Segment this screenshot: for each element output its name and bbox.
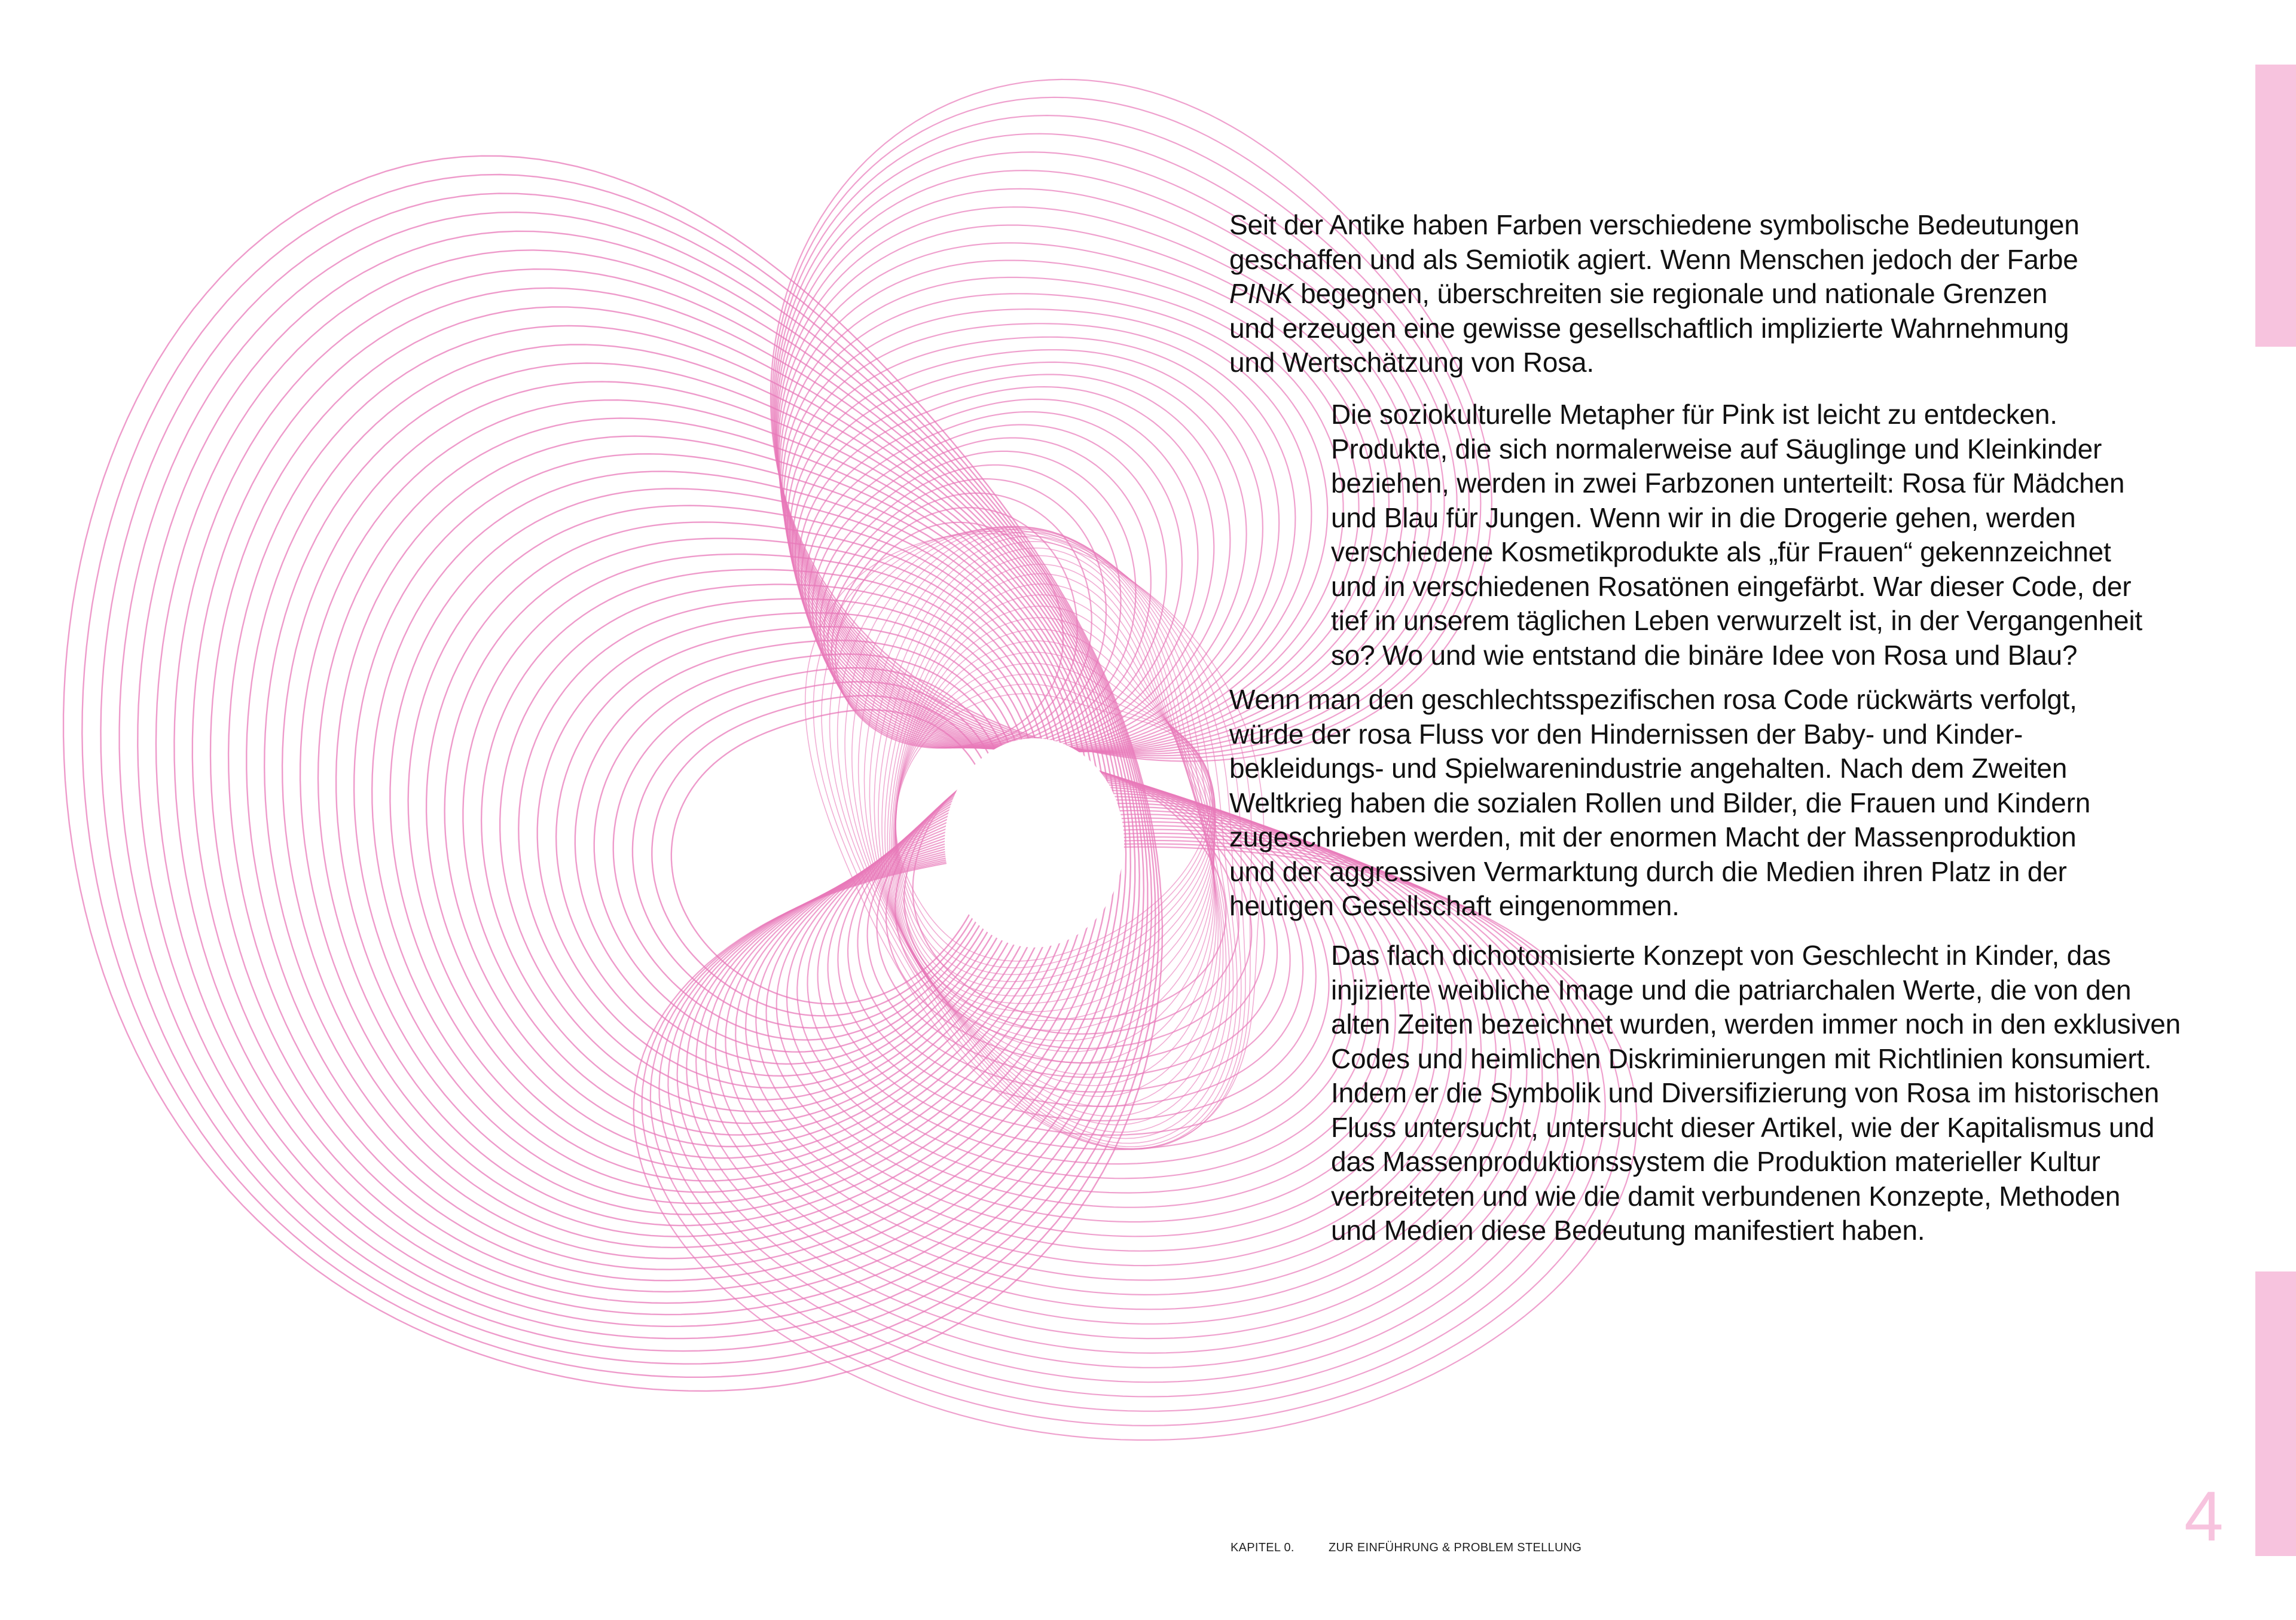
emphasis-pink: PINK — [1229, 278, 1293, 309]
text-line: und Medien diese Bedeutung manifestiert haben. — [1331, 1215, 1925, 1246]
text-line: beziehen, werden in zwei Farbzonen unterteilt: Rosa für Mädchen — [1331, 467, 2125, 499]
footer-chapter: KAPITEL 0. — [1231, 1541, 1294, 1554]
text-line: tief in unserem täglichen Leben verwurzelt ist, in der Vergangenheit — [1331, 605, 2142, 636]
text-line: und Blau für Jungen. Wenn wir in die Drogerie gehen, werden — [1331, 502, 2076, 533]
text-line: Wenn man den geschlechtsspezifischen rosa Code rückwärts verfolgt, — [1229, 684, 2077, 715]
text-line: so? Wo und wie entstand die binäre Idee von Rosa und Blau? — [1331, 639, 2078, 671]
side-tab-bottom — [2255, 1271, 2296, 1556]
paragraph-history — [1229, 683, 2090, 924]
text-line: Fluss untersucht, untersucht dieser Artikel, wie der Kapitalismus und — [1331, 1111, 2155, 1143]
paragraph-metaphor — [1331, 398, 2142, 673]
text-line: und erzeugen eine gewisse gesellschaftlich implizierte Wahrnehmung — [1229, 312, 2069, 344]
text-line: geschaffen und als Semiotik agiert. Wenn Menschen jedoch der Farbe — [1229, 243, 2078, 275]
paragraph-intro — [1229, 208, 2080, 380]
text-line-rest: begegnen, überschreiten sie regionale und nationale Grenzen — [1293, 278, 2048, 309]
text-line: heutigen Gesellschaft eingenommen. — [1229, 890, 1680, 921]
text-line: zugeschrieben werden, mit der enormen Macht der Massenproduktion — [1229, 821, 2077, 852]
text-line: Codes und heimlichen Diskriminierungen mit Richtlinien konsumiert. — [1331, 1043, 2152, 1074]
text-line: Seit der Antike haben Farben verschiedene symbolische Bedeutungen — [1229, 209, 2080, 240]
text-line: Weltkrieg haben die sozialen Rollen und Bilder, die Frauen und Kindern — [1229, 787, 2091, 818]
text-line: alten Zeiten bezeichnet wurden, werden immer noch in den exklusiven — [1331, 1008, 2181, 1040]
text-line — [1229, 277, 2080, 311]
text-line: würde der rosa Fluss vor den Hindernissen der Baby- und Kinder- — [1229, 718, 2023, 750]
text-line: Die soziokulturelle Metapher für Pink ist leicht zu entdecken. — [1331, 399, 2057, 430]
paragraph-concept — [1331, 939, 2181, 1248]
text-line: bekleidungs- und Spielwarenindustrie angehalten. Nach dem Zweiten — [1229, 753, 2068, 784]
text-line: das Massenproduktionssystem die Produktion materieller Kultur — [1331, 1146, 2100, 1177]
text-line: Das flach dichotomisierte Konzept von Geschlecht in Kinder, das — [1331, 940, 2111, 971]
text-line: injizierte weibliche Image und die patriarchalen Werte, die von den — [1331, 974, 2132, 1005]
text-line: und in verschiedenen Rosatönen eingefärbt. War dieser Code, der — [1331, 570, 2132, 602]
text-line: und Wertschätzung von Rosa. — [1229, 347, 1594, 378]
text-line: verschiedene Kosmetikprodukte als „für Frauen“ gekennzeichnet — [1331, 536, 2111, 567]
text-line: verbreiteten und wie die damit verbundenen Konzepte, Methoden — [1331, 1180, 2121, 1212]
text-line: Produkte, die sich normalerweise auf Säuglinge und Kleinkinder — [1331, 433, 2102, 464]
text-line: Indem er die Symbolik und Diversifizierung von Rosa im historischen — [1331, 1077, 2160, 1108]
footer-title: ZUR EINFÜHRUNG & PROBLEM STELLUNG — [1329, 1541, 1582, 1554]
text-line: und der aggressiven Vermarktung durch die Medien ihren Platz in der — [1229, 855, 2067, 887]
page-number: 4 — [2184, 1477, 2224, 1556]
side-tab-top — [2255, 65, 2296, 347]
